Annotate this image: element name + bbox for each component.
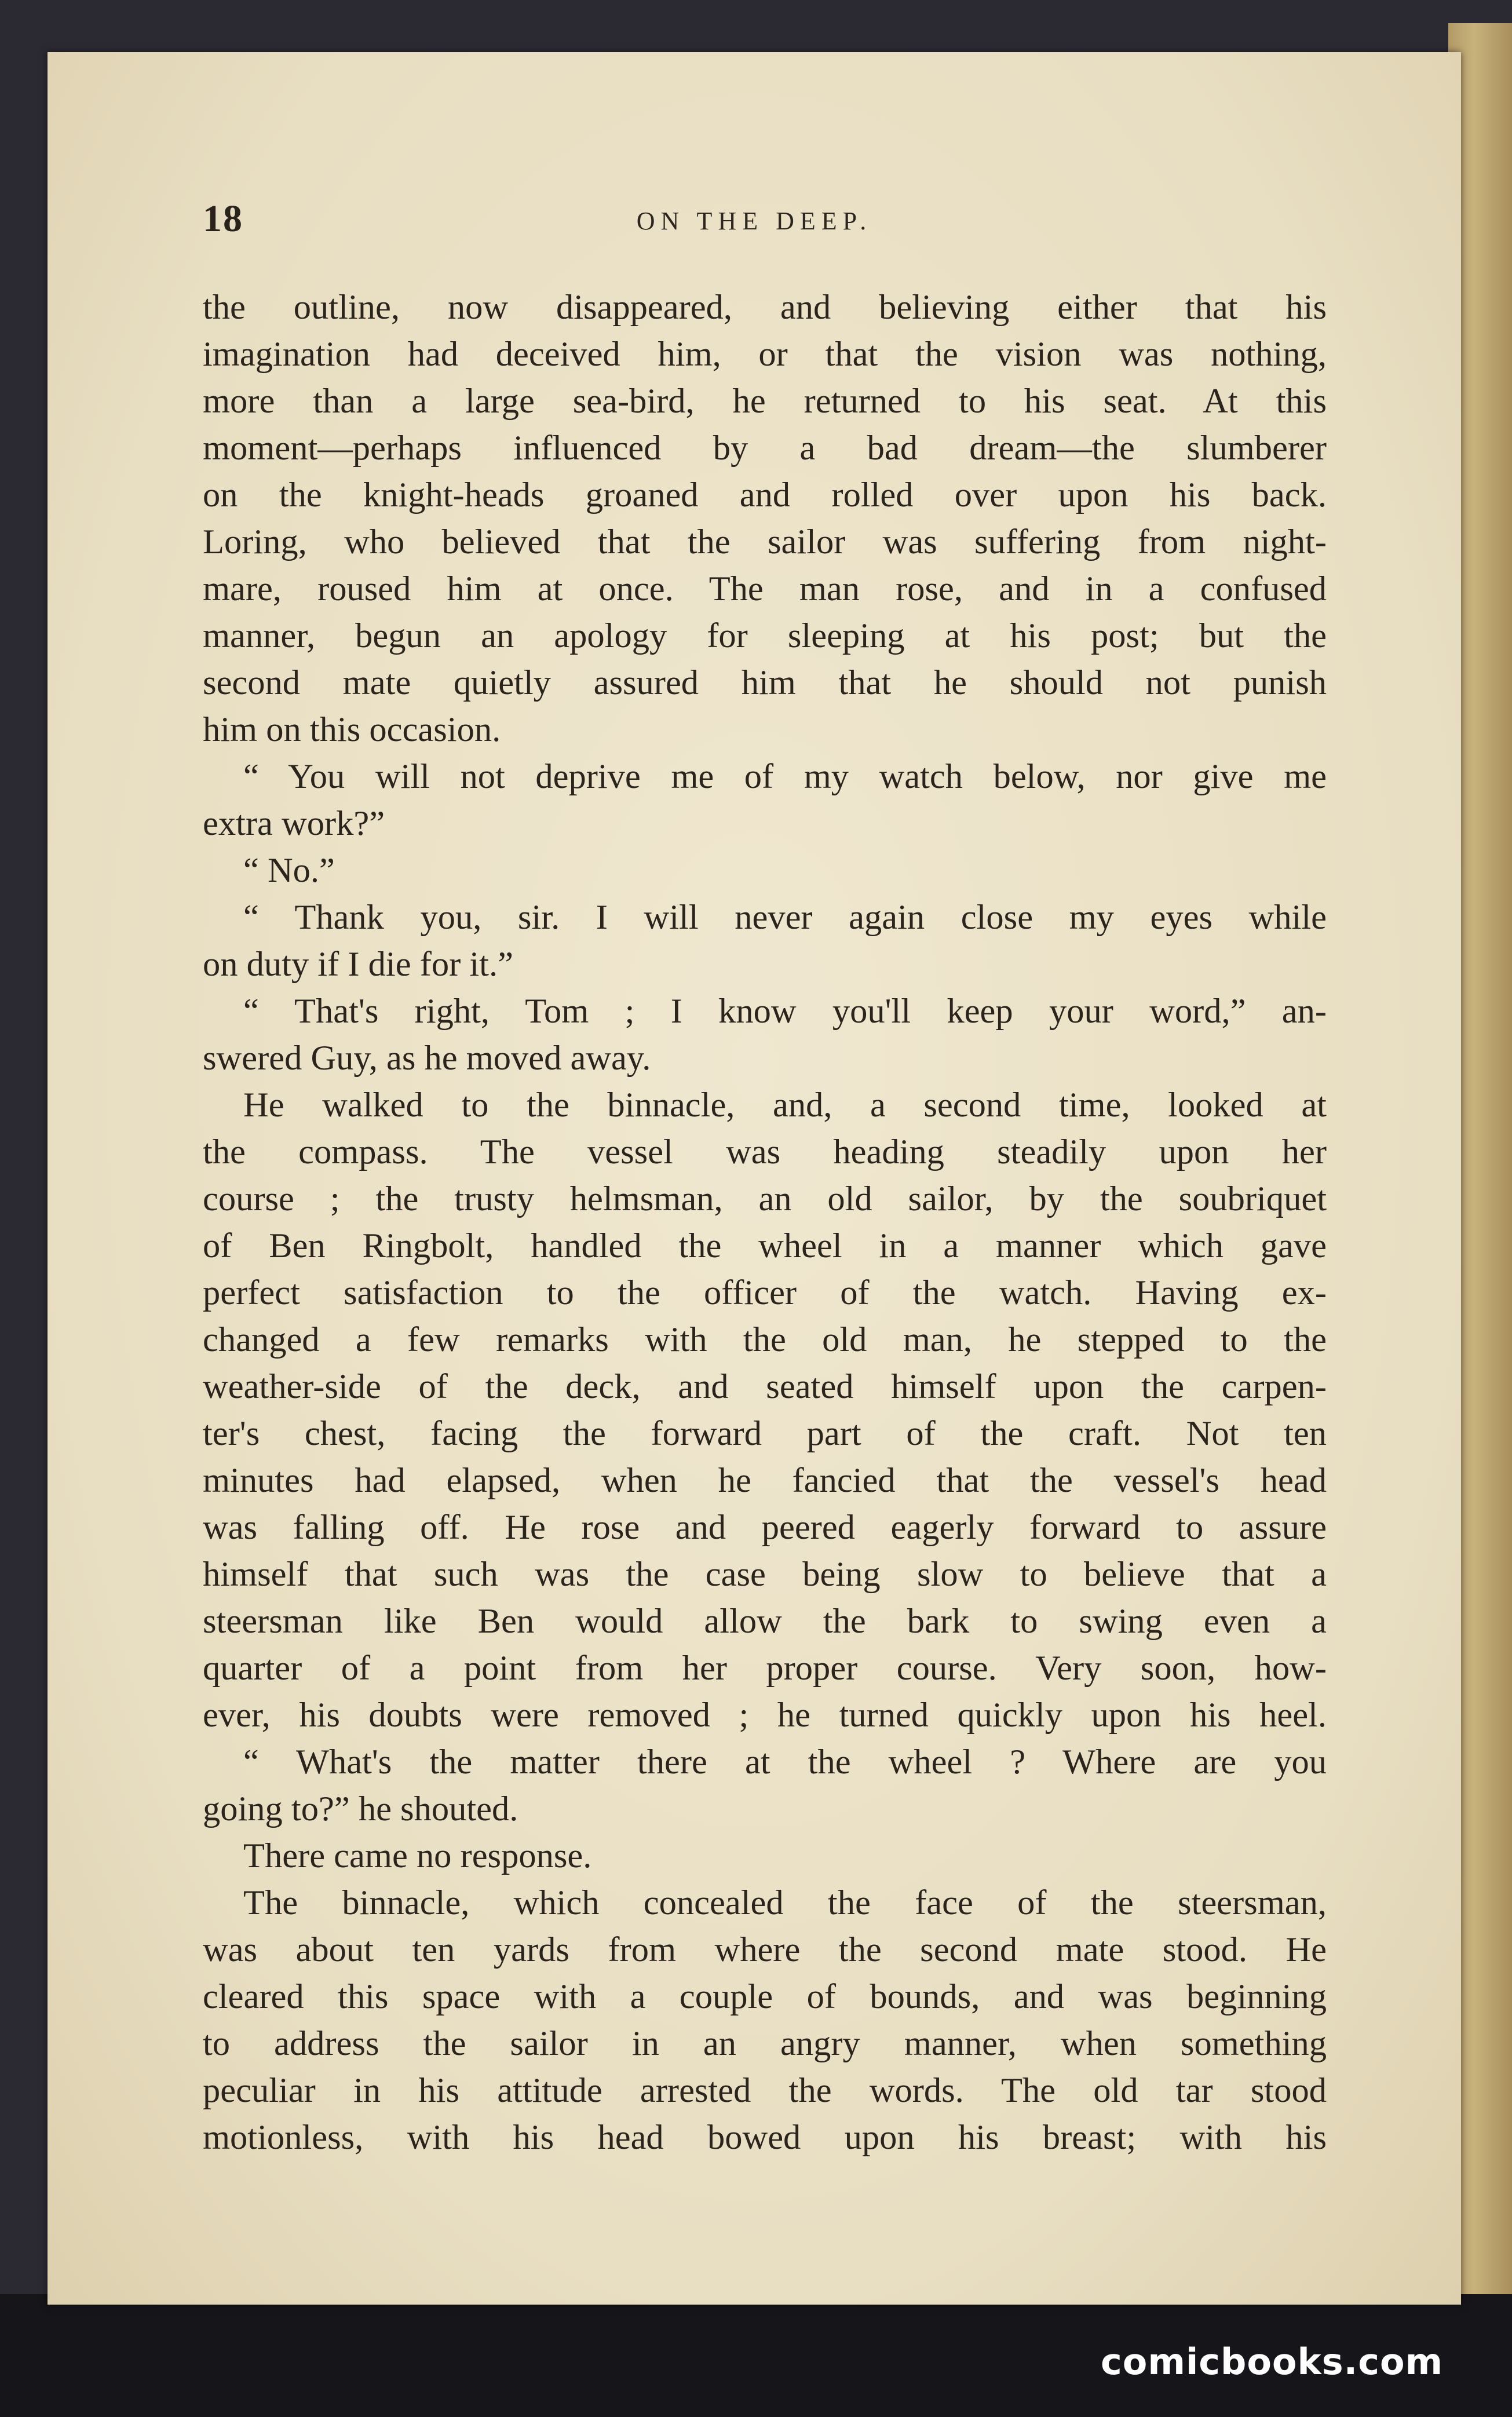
running-head: ON THE DEEP. bbox=[636, 207, 872, 235]
text-line: “ No.” bbox=[243, 851, 335, 890]
text-line: ever, his doubts were removed ; he turned quickly upon his heel. bbox=[203, 1696, 1327, 1735]
text-line: motionless, with his head bowed upon his breast; with his bbox=[203, 2118, 1327, 2157]
book-page bbox=[48, 52, 1461, 2305]
text-line: The binnacle, which concealed the face of the steersman, bbox=[243, 1883, 1327, 1922]
text-line: ter's chest, facing the forward part of the craft. Not ten bbox=[203, 1414, 1327, 1453]
text-line: was about ten yards from where the second mate stood. He bbox=[203, 1930, 1327, 1969]
text-line: the compass. The vessel was heading steadily upon her bbox=[203, 1133, 1327, 1171]
text-line: cleared this space with a couple of bounds, and was beginning bbox=[203, 1977, 1327, 2016]
text-line: He walked to the binnacle, and, a second time, looked at bbox=[243, 1086, 1327, 1124]
text-line: the outline, now disappeared, and believing either that his bbox=[203, 288, 1327, 327]
text-line: steersman like Ben would allow the bark to swing even a bbox=[203, 1602, 1327, 1641]
text-line: mare, roused him at once. The man rose, and in a confused bbox=[203, 569, 1327, 608]
text-line: Loring, who believed that the sailor was suffering from night- bbox=[203, 523, 1327, 561]
text-line: second mate quietly assured him that he should not punish bbox=[203, 663, 1327, 702]
text-line: “ Thank you, sir. I will never again close my eyes while bbox=[243, 898, 1327, 937]
text-line: “ What's the matter there at the wheel ? Where are you bbox=[243, 1743, 1327, 1781]
text-line: himself that such was the case being slow to believe that a bbox=[203, 1555, 1327, 1594]
text-line: on the knight-heads groaned and rolled over upon his back. bbox=[203, 476, 1327, 514]
text-line: quarter of a point from her proper course. Very soon, how- bbox=[203, 1649, 1327, 1688]
text-line: was falling off. He rose and peered eagerly forward to assure bbox=[203, 1508, 1327, 1547]
text-line: manner, begun an apology for sleeping at his post; but the bbox=[203, 616, 1327, 655]
text-line: more than a large sea-bird, he returned to his seat. At this bbox=[203, 382, 1327, 421]
text-line: extra work?” bbox=[203, 804, 385, 843]
site-watermark: comicbooks.com bbox=[1101, 2341, 1444, 2383]
text-line: perfect satisfaction to the officer of the watch. Having ex- bbox=[203, 1273, 1327, 1312]
text-line: peculiar in his attitude arrested the words. The old tar stood bbox=[203, 2071, 1327, 2110]
text-line: changed a few remarks with the old man, he stepped to the bbox=[203, 1320, 1327, 1359]
text-line: moment—perhaps influenced by a bad dream—the slumberer bbox=[203, 429, 1327, 468]
text-line: imagination had deceived him, or that the vision was nothing, bbox=[203, 335, 1327, 374]
text-line: “ You will not deprive me of my watch below, nor give me bbox=[243, 757, 1327, 796]
text-line: of Ben Ringbolt, handled the wheel in a manner which gave bbox=[203, 1226, 1327, 1265]
text-line: to address the sailor in an angry manner, when something bbox=[203, 2024, 1327, 2063]
body-text bbox=[203, 284, 1327, 2161]
text-line: going to?” he shouted. bbox=[203, 1790, 518, 1828]
page-number: 18 bbox=[203, 198, 243, 240]
text-line: swered Guy, as he moved away. bbox=[203, 1039, 651, 1078]
text-line: weather-side of the deck, and seated himself upon the carpen- bbox=[203, 1367, 1327, 1406]
text-line: “ That's right, Tom ; I know you'll keep your word,” an- bbox=[243, 992, 1327, 1031]
text-line: course ; the trusty helmsman, an old sailor, by the soubriquet bbox=[203, 1180, 1327, 1218]
text-line: There came no response. bbox=[243, 1837, 592, 1875]
text-line: on duty if I die for it.” bbox=[203, 945, 513, 984]
page-header bbox=[48, 197, 1461, 266]
text-line: minutes had elapsed, when he fancied that the vessel's head bbox=[203, 1461, 1327, 1500]
text-line: him on this occasion. bbox=[203, 710, 501, 749]
